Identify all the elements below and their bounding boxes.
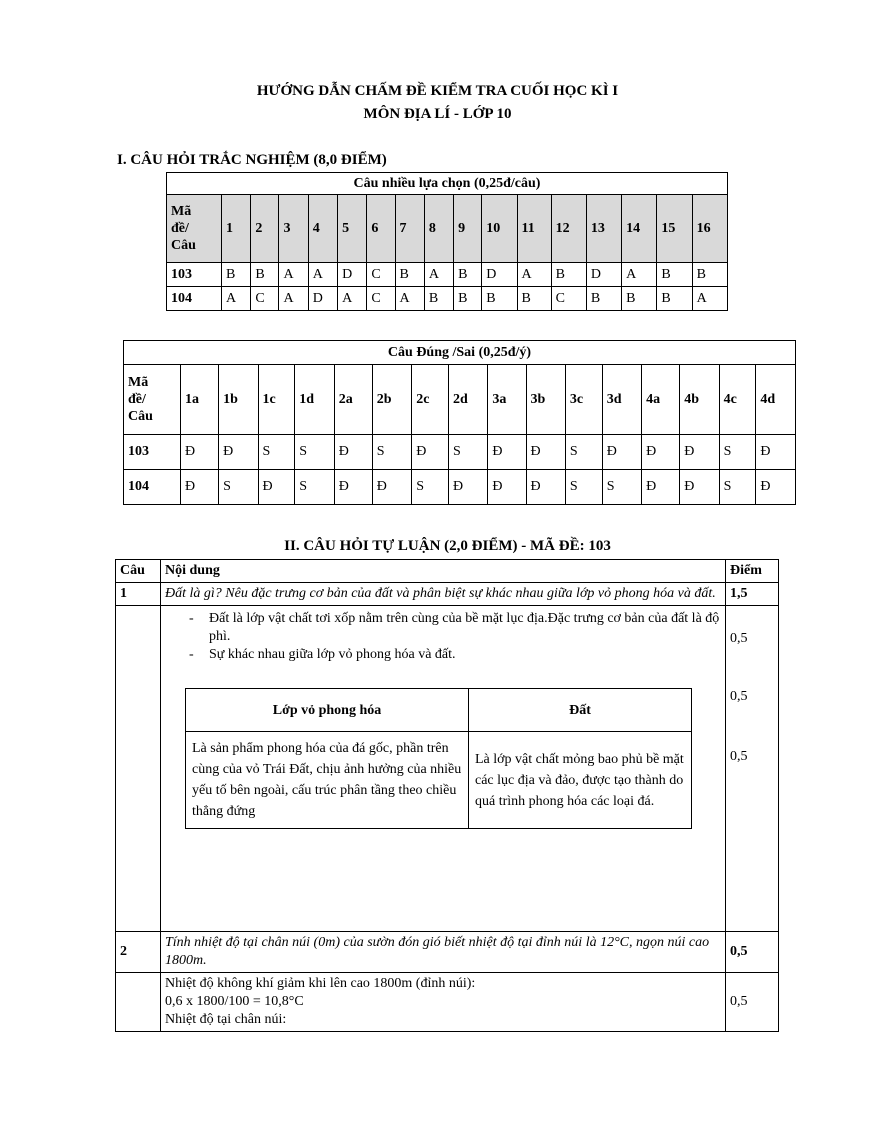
answer-content xyxy=(161,606,726,932)
mcq-col-header: 2 xyxy=(251,195,279,263)
mcq-answer: B xyxy=(424,287,453,311)
tf-answer: Đ xyxy=(412,435,449,470)
mcq-col-header: 13 xyxy=(586,195,621,263)
tf-answer: Đ xyxy=(488,470,526,505)
tf-col-header: 2c xyxy=(412,365,449,435)
tf-col-header: 4d xyxy=(756,365,796,435)
answer-bullet: - Sự khác nhau giữa lớp vỏ phong hóa và đất. xyxy=(165,646,721,664)
mcq-answer: A xyxy=(424,263,453,287)
tf-answer: Đ xyxy=(756,435,796,470)
mcq-header-label: Mã đề/ Câu xyxy=(167,195,222,263)
question-text: Đất là gì? Nêu đặc trưng cơ bản của đất và phân biệt sự khác nhau giữa lớp vỏ phong hóa và đất. xyxy=(161,583,726,606)
mcq-answer: D xyxy=(338,263,367,287)
mcq-answer: C xyxy=(367,287,395,311)
mcq-col-header: 15 xyxy=(657,195,692,263)
tf-answer: S xyxy=(295,435,334,470)
question-score: 0,5 xyxy=(726,932,779,973)
mcq-col-header: 1 xyxy=(222,195,251,263)
mcq-answer: B xyxy=(657,287,692,311)
mcq-col-header: 14 xyxy=(622,195,657,263)
tf-answer: S xyxy=(719,435,756,470)
mcq-col-header: 7 xyxy=(395,195,424,263)
mcq-col-header: 3 xyxy=(279,195,308,263)
mcq-answer: B xyxy=(454,287,482,311)
tf-col-header: 4c xyxy=(719,365,756,435)
tf-answer: Đ xyxy=(642,470,680,505)
tf-col-header: 2d xyxy=(449,365,488,435)
comparison-table xyxy=(185,688,692,829)
answer-line: Nhiệt độ tại chân núi: xyxy=(165,1012,287,1027)
tf-answer: S xyxy=(565,470,602,505)
tf-col-header: 3d xyxy=(602,365,641,435)
tf-answer: S xyxy=(602,470,641,505)
tf-col-header: 1a xyxy=(181,365,219,435)
tf-answer: S xyxy=(219,470,258,505)
mcq-col-header: 4 xyxy=(308,195,337,263)
mcq-caption: Câu nhiều lựa chọn (0,25đ/câu) xyxy=(167,173,728,195)
mcq-answer: A xyxy=(692,287,727,311)
question-number: 2 xyxy=(116,932,161,973)
score-value: 0,5 xyxy=(730,631,748,646)
essay-q1-answer-row xyxy=(116,606,779,932)
mcq-answer: B xyxy=(692,263,727,287)
mcq-answer: B xyxy=(657,263,692,287)
mcq-answer: A xyxy=(279,263,308,287)
mcq-answer: A xyxy=(622,263,657,287)
answer-bullet: - Đất là lớp vật chất tơi xốp nằm trên cùng của bề mặt lục địa.Đặc trưng cơ bản của đất là độ phì. xyxy=(165,610,721,646)
mcq-answer: D xyxy=(308,287,337,311)
mcq-answer: C xyxy=(251,287,279,311)
mcq-answer: A xyxy=(222,287,251,311)
tf-answer: Đ xyxy=(181,435,219,470)
mcq-col-header: 9 xyxy=(454,195,482,263)
tf-answer: Đ xyxy=(258,470,295,505)
tf-col-header: 2a xyxy=(334,365,372,435)
tf-answer: S xyxy=(449,435,488,470)
tf-col-header: 4b xyxy=(680,365,719,435)
mcq-col-header: 12 xyxy=(551,195,586,263)
essay-q2-answer-row xyxy=(116,973,779,1032)
mcq-answer: D xyxy=(586,263,621,287)
tf-answer: Đ xyxy=(680,435,719,470)
answer-line: Nhiệt độ không khí giảm khi lên cao 1800m (đỉnh núi): xyxy=(165,976,476,991)
tf-answer: Đ xyxy=(219,435,258,470)
tf-header-row xyxy=(124,365,796,435)
mcq-row-code: 103 xyxy=(167,263,222,287)
mcq-header-row xyxy=(167,195,728,263)
mcq-col-header: 8 xyxy=(424,195,453,263)
tf-answer: Đ xyxy=(334,470,372,505)
question-text: Tính nhiệt độ tại chân núi (0m) của sườn đón gió biết nhiệt độ tại đỉnh núi là 12°C, ngọn núi cao 1800m. xyxy=(161,932,726,973)
tf-answer: Đ xyxy=(372,470,411,505)
score-value: 0,5 xyxy=(726,973,779,1032)
tf-col-header: 1b xyxy=(219,365,258,435)
tf-col-header: 3b xyxy=(526,365,565,435)
tf-answer: Đ xyxy=(526,470,565,505)
essay-header-score: Điểm xyxy=(726,560,779,583)
comparison-cell: Là lớp vật chất mỏng bao phủ bề mặt các lục địa và đảo, được tạo thành do quá trình phong hóa các loại đá. xyxy=(469,732,692,829)
tf-col-header: 4a xyxy=(642,365,680,435)
tf-row-103 xyxy=(124,435,796,470)
doc-title-line2: MÔN ĐỊA LÍ - LỚP 10 xyxy=(363,106,512,122)
tf-answer: Đ xyxy=(526,435,565,470)
tf-col-header: 3a xyxy=(488,365,526,435)
mcq-answer: D xyxy=(482,263,517,287)
mcq-col-header: 11 xyxy=(517,195,551,263)
answer-content xyxy=(161,973,726,1032)
mcq-answer: B xyxy=(622,287,657,311)
mcq-answer: A xyxy=(338,287,367,311)
section1-heading: I. CÂU HỎI TRẮC NGHIỆM (8,0 ĐIỂM) xyxy=(117,152,387,168)
score-value: 0,5 xyxy=(730,749,748,764)
mcq-answer: B xyxy=(454,263,482,287)
mcq-answer: B xyxy=(395,263,424,287)
tf-answer: Đ xyxy=(756,470,796,505)
mcq-row-104 xyxy=(167,287,728,311)
mcq-col-header: 10 xyxy=(482,195,517,263)
tf-answer: Đ xyxy=(680,470,719,505)
comparison-header: Đất xyxy=(469,689,692,732)
tf-answer: Đ xyxy=(488,435,526,470)
question-number: 1 xyxy=(116,583,161,606)
answer-scores xyxy=(726,606,779,932)
mcq-col-header: 5 xyxy=(338,195,367,263)
mcq-answer: B xyxy=(517,287,551,311)
tf-answer: S xyxy=(719,470,756,505)
tf-row-104 xyxy=(124,470,796,505)
mcq-row-103 xyxy=(167,263,728,287)
mcq-answer: A xyxy=(517,263,551,287)
tf-answer: Đ xyxy=(334,435,372,470)
tf-answer: Đ xyxy=(602,435,641,470)
tf-table xyxy=(123,340,796,505)
essay-header-content: Nội dung xyxy=(161,560,726,583)
mcq-answer: C xyxy=(367,263,395,287)
mcq-answer: B xyxy=(251,263,279,287)
tf-col-header: 1d xyxy=(295,365,334,435)
tf-answer: S xyxy=(565,435,602,470)
mcq-col-header: 6 xyxy=(367,195,395,263)
essay-q2-row xyxy=(116,932,779,973)
doc-title-line1: HƯỚNG DẪN CHẤM ĐỀ KIỂM TRA CUỐI HỌC KÌ I xyxy=(256,83,619,99)
essay-q1-row xyxy=(116,583,779,606)
mcq-col-header: 16 xyxy=(692,195,727,263)
mcq-answer: A xyxy=(279,287,308,311)
mcq-answer: A xyxy=(395,287,424,311)
mcq-answer: B xyxy=(482,287,517,311)
mcq-table xyxy=(166,172,728,311)
comparison-cell: Là sản phẩm phong hóa của đá gốc, phần trên cùng của vỏ Trái Đất, chịu ảnh hưởng của nhiều yếu tố bên ngoài, cấu trúc phân tầng theo chiều thẳng đứng xyxy=(186,732,469,829)
tf-answer: Đ xyxy=(449,470,488,505)
essay-header-question: Câu xyxy=(116,560,161,583)
tf-col-header: 3c xyxy=(565,365,602,435)
mcq-answer: C xyxy=(551,287,586,311)
mcq-answer: A xyxy=(308,263,337,287)
score-value: 0,5 xyxy=(730,689,748,704)
tf-answer: Đ xyxy=(181,470,219,505)
tf-col-header: 2b xyxy=(372,365,411,435)
mcq-answer: B xyxy=(222,263,251,287)
section2-heading: II. CÂU HỎI TỰ LUẬN (2,0 ĐIỂM) - MÃ ĐỀ: 103 xyxy=(284,538,611,554)
essay-table xyxy=(115,559,779,1032)
mcq-row-code: 104 xyxy=(167,287,222,311)
question-score: 1,5 xyxy=(726,583,779,606)
tf-col-header: 1c xyxy=(258,365,295,435)
tf-caption: Câu Đúng /Sai (0,25đ/ý) xyxy=(124,341,796,365)
tf-answer: S xyxy=(295,470,334,505)
tf-answer: Đ xyxy=(642,435,680,470)
essay-header-row xyxy=(116,560,779,583)
tf-row-code: 103 xyxy=(124,435,181,470)
mcq-answer: B xyxy=(586,287,621,311)
comparison-header: Lớp vỏ phong hóa xyxy=(186,689,469,732)
mcq-answer: B xyxy=(551,263,586,287)
tf-answer: S xyxy=(258,435,295,470)
tf-row-code: 104 xyxy=(124,470,181,505)
answer-line: 0,6 x 1800/100 = 10,8°C xyxy=(165,994,304,1009)
tf-answer: S xyxy=(372,435,411,470)
tf-header-label: Mã đề/ Câu xyxy=(124,365,181,435)
tf-answer: S xyxy=(412,470,449,505)
